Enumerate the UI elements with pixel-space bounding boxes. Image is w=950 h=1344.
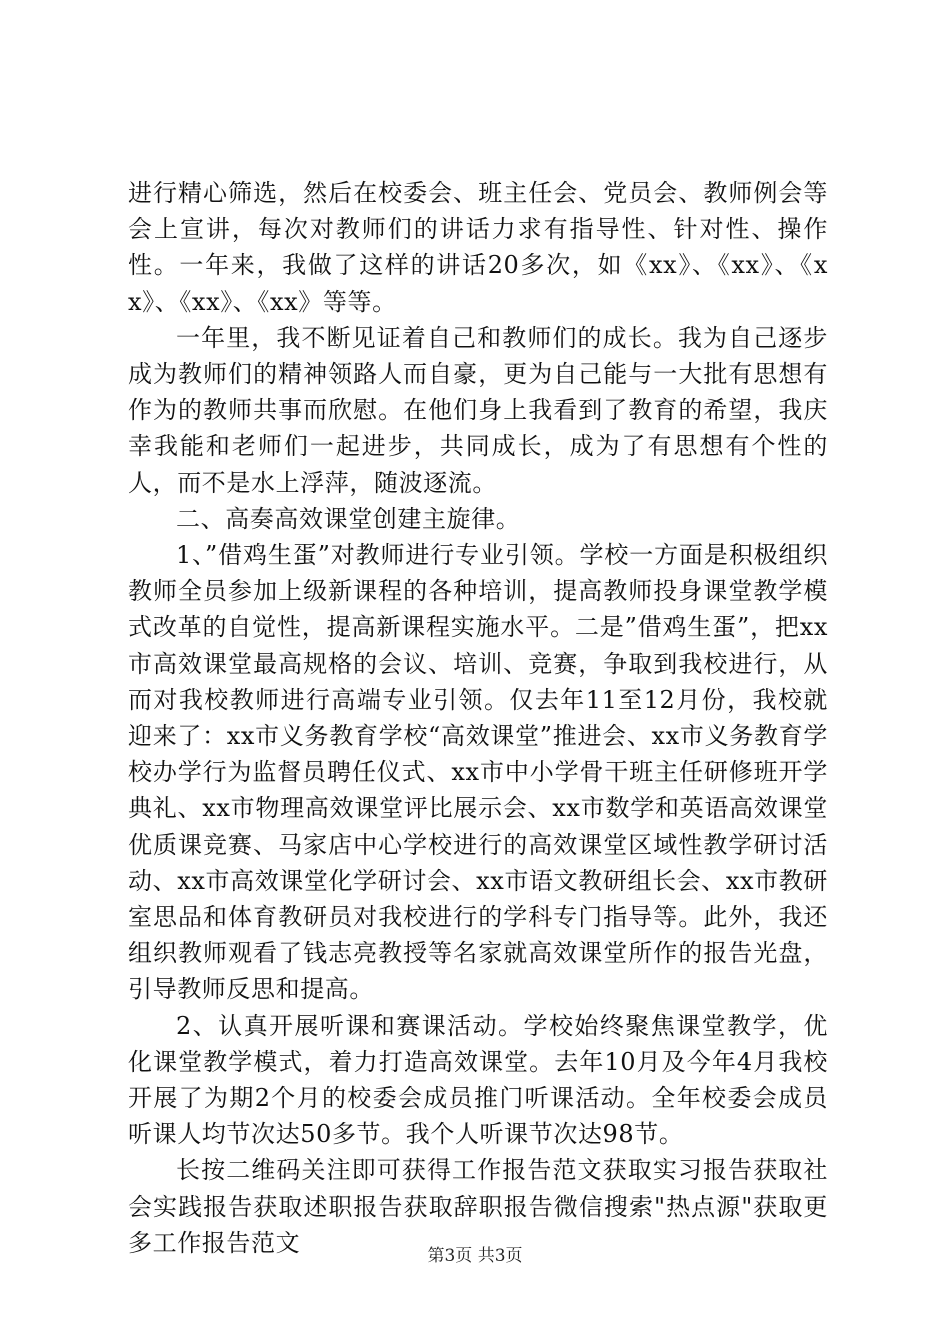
paragraph-continuation: 进行精心筛选，然后在校委会、班主任会、党员会、教师例会等会上宣讲，每次对教师们的讲话力求有指导性、针对性、操作性。一年来，我做了这样的讲话20多次，如《xx》、《xx》、《xx》、《xx》、《xx》等等。 bbox=[128, 179, 828, 316]
paragraph-growth: 一年里，我不断见证着自己和教师们的成长。我为自己逐步成为教师们的精神领路人而自豪，更为自己能与一大批有思想有作为的教师共事而欣慰。在他们身上我看到了教育的希望，我庆幸我能和老师们一起进步，共同成长，成为了有思想有个性的人，而不是水上浮萍，随波逐流。 bbox=[128, 323, 828, 497]
paragraph-lesson-observation: 2、认真开展听课和赛课活动。学校始终聚焦课堂教学，优化课堂教学模式，着力打造高效课堂。去年10月及今年4月我校开展了为期2个月的校委会成员推门听课活动。全年校委会成员听课人均节次达50多节。我个人听课节次达98节。 bbox=[128, 1011, 828, 1149]
paragraph-promo: 长按二维码关注即可获得工作报告范文获取实习报告获取社会实践报告获取述职报告获取辞职报告微信搜索"热点源"获取更多工作报告范文 bbox=[128, 1156, 828, 1257]
paragraph-professional-guidance: 1、”借鸡生蛋”对教师进行专业引领。学校一方面是积极组织教师全员参加上级新课程的各种培训，提高教师投身课堂教学模式改革的自觉性，提高新课程实施水平。二是”借鸡生蛋”，把xx市高效课堂最高规格的会议、培训、竞赛，争取到我校进行，从而对我校教师进行高端专业引领。仅去年11至12月份，我校就迎来了：xx市义务教育学校“高效课堂”推进会、xx市义务教育学校办学行为监督员聘任仪式、xx市中小学骨干班主任研修班开学典礼、xx市物理高效课堂评比展示会、xx市数学和英语高效课堂优质课竞赛、马家店中心学校进行的高效课堂区域性教学研讨活动、xx市高效课堂化学研讨会、xx市语文教研组长会、xx市教研室思品和体育教研员对我校进行的学科专门指导等。此外，我还组织教师观看了钱志亮教授等名家就高效课堂所作的报告光盘，引导教师反思和提高。 bbox=[128, 541, 828, 1004]
document-body bbox=[128, 175, 828, 1261]
page-footer: 第3页 共3页 bbox=[427, 1246, 523, 1266]
section-heading: 二、高奏高效课堂创建主旋律。 bbox=[176, 504, 521, 533]
